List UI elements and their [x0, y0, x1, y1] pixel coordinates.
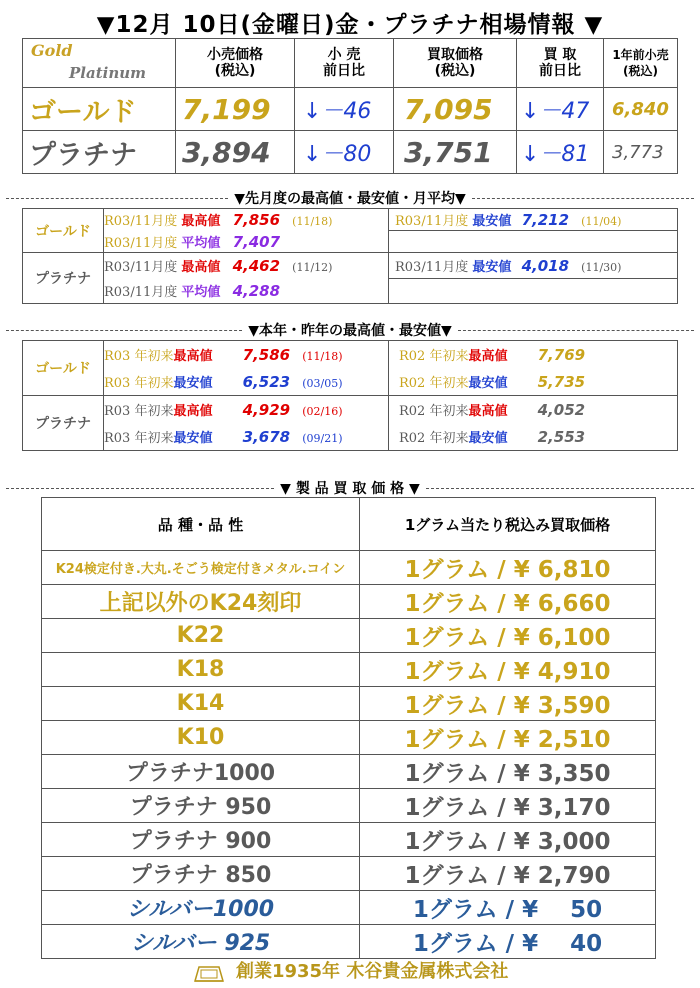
product-price: 1グラム / ¥ 3,590 [360, 687, 656, 721]
monthly-plat-low: R03/11月度 最安値 4,018 (11/30) [389, 253, 678, 279]
monthly-heading: ▼先月度の最高値・最安値・月平均▼ [0, 188, 700, 208]
monthly-table [22, 208, 678, 304]
logo-cell [23, 39, 176, 88]
product-row [42, 891, 656, 925]
product-price: 1グラム / ¥ 6,810 [360, 551, 656, 585]
gold-buy: 7,095 [394, 88, 517, 131]
monthly-gold-high: R03/11月度 最高値 7,856 (11/18) [104, 209, 389, 231]
yearly-plat-r02-low: R02 年初来最安値 2,553 [389, 423, 678, 451]
table-row [23, 88, 678, 131]
product-price: 1グラム / ¥ 40 [360, 925, 656, 959]
product-name: プラチナ 900 [42, 823, 360, 857]
product-name: K24検定付き.大丸.そごう検定付きメタル.コイン [42, 551, 360, 585]
yearly-heading: ▼本年・昨年の最高値・最安値▼ [0, 320, 700, 340]
monthly-plat-avg: R03/11月度 平均値 4,288 [104, 278, 389, 304]
product-price: 1グラム / ¥ 6,660 [360, 585, 656, 619]
gold-retail: 7,199 [176, 88, 295, 131]
header-buy-change: 買 取 前日比 [517, 39, 604, 88]
header-buy: 買取価格 (税込) [394, 39, 517, 88]
gold-retail-change: ↓－46 [295, 88, 394, 131]
header-retail: 小売価格 (税込) [176, 39, 295, 88]
product-price: 1グラム / ¥ 6,100 [360, 619, 656, 653]
product-row [42, 721, 656, 755]
product-row [42, 687, 656, 721]
logo-gold: Gold [31, 41, 73, 60]
yearly-gold-r03-low: R03 年初来最安値 6,523 (03/05) [104, 368, 389, 396]
product-row [42, 551, 656, 585]
product-row [42, 823, 656, 857]
product-table [41, 497, 656, 959]
product-price: 1グラム / ¥ 3,170 [360, 789, 656, 823]
product-name: 上記以外のK24刻印 [42, 585, 360, 619]
product-price: 1グラム / ¥ 3,350 [360, 755, 656, 789]
yearly-plat-label: プラチナ [23, 396, 104, 451]
product-row [42, 755, 656, 789]
yearly-plat-r02-high: R02 年初来最高値 4,052 [389, 396, 678, 424]
product-row [42, 789, 656, 823]
products-heading: ▼ 製 品 買 取 価 格 ▼ [0, 478, 700, 498]
product-name: K18 [42, 653, 360, 687]
table-row [23, 131, 678, 174]
monthly-gold-low: R03/11月度 最安値 7,212 (11/04) [389, 209, 678, 231]
yearly-table [22, 340, 678, 451]
plat-name: プラチナ [23, 131, 176, 174]
gold-prev-year: 6,840 [604, 88, 678, 131]
logo-platinum: Platinum [69, 64, 147, 82]
product-row [42, 925, 656, 959]
monthly-gold-avg: R03/11月度 平均値 7,407 [104, 231, 389, 253]
yearly-gold-label: ゴールド [23, 341, 104, 396]
yearly-gold-r02-high: R02 年初来最高値 7,769 [389, 341, 678, 369]
footer [0, 957, 700, 983]
gold-name: ゴールド [23, 88, 176, 131]
product-row [42, 857, 656, 891]
gold-buy-change: ↓－47 [517, 88, 604, 131]
monthly-plat-high: R03/11月度 最高値 4,462 (11/12) [104, 253, 389, 279]
yearly-gold-r03-high: R03 年初来最高値 7,586 (11/18) [104, 341, 389, 369]
product-name: プラチナ 850 [42, 857, 360, 891]
product-price: 1グラム / ¥ 2,790 [360, 857, 656, 891]
product-price: 1グラム / ¥ 3,000 [360, 823, 656, 857]
header-prev-year: 1年前小売 (税込) [604, 39, 678, 88]
product-row [42, 619, 656, 653]
monthly-gold-label: ゴールド [23, 209, 104, 253]
product-row [42, 585, 656, 619]
product-row [42, 653, 656, 687]
product-name: プラチナ1000 [42, 755, 360, 789]
product-col-price: 1グラム当たり税込み買取価格 [360, 498, 656, 551]
monthly-plat-label: プラチナ [23, 253, 104, 304]
company-seal-icon [192, 961, 226, 983]
company-name: 創業1935年 木谷貴金属株式会社 [235, 961, 509, 982]
page-title: ▼12月 10日(金曜日)金・プラチナ相場情報 ▼ [96, 12, 604, 38]
product-price: 1グラム / ¥ 2,510 [360, 721, 656, 755]
product-name: プラチナ 950 [42, 789, 360, 823]
header-retail-change: 小 売 前日比 [295, 39, 394, 88]
plat-prev-year: 3,773 [604, 131, 678, 174]
product-price: 1グラム / ¥ 50 [360, 891, 656, 925]
product-name: K22 [42, 619, 360, 653]
plat-buy-change: ↓－81 [517, 131, 604, 174]
product-name: K10 [42, 721, 360, 755]
product-name: シルバー 925 [42, 925, 360, 959]
plat-retail-change: ↓－80 [295, 131, 394, 174]
product-col-item: 品 種・品 性 [42, 498, 360, 551]
yearly-plat-r03-low: R03 年初来最安値 3,678 (09/21) [104, 423, 389, 451]
product-name: K14 [42, 687, 360, 721]
plat-retail: 3,894 [176, 131, 295, 174]
product-price: 1グラム / ¥ 4,910 [360, 653, 656, 687]
price-table [22, 38, 678, 174]
yearly-gold-r02-low: R02 年初来最安値 5,735 [389, 368, 678, 396]
product-name: シルバー1000 [42, 891, 360, 925]
plat-buy: 3,751 [394, 131, 517, 174]
yearly-plat-r03-high: R03 年初来最高値 4,929 (02/16) [104, 396, 389, 424]
